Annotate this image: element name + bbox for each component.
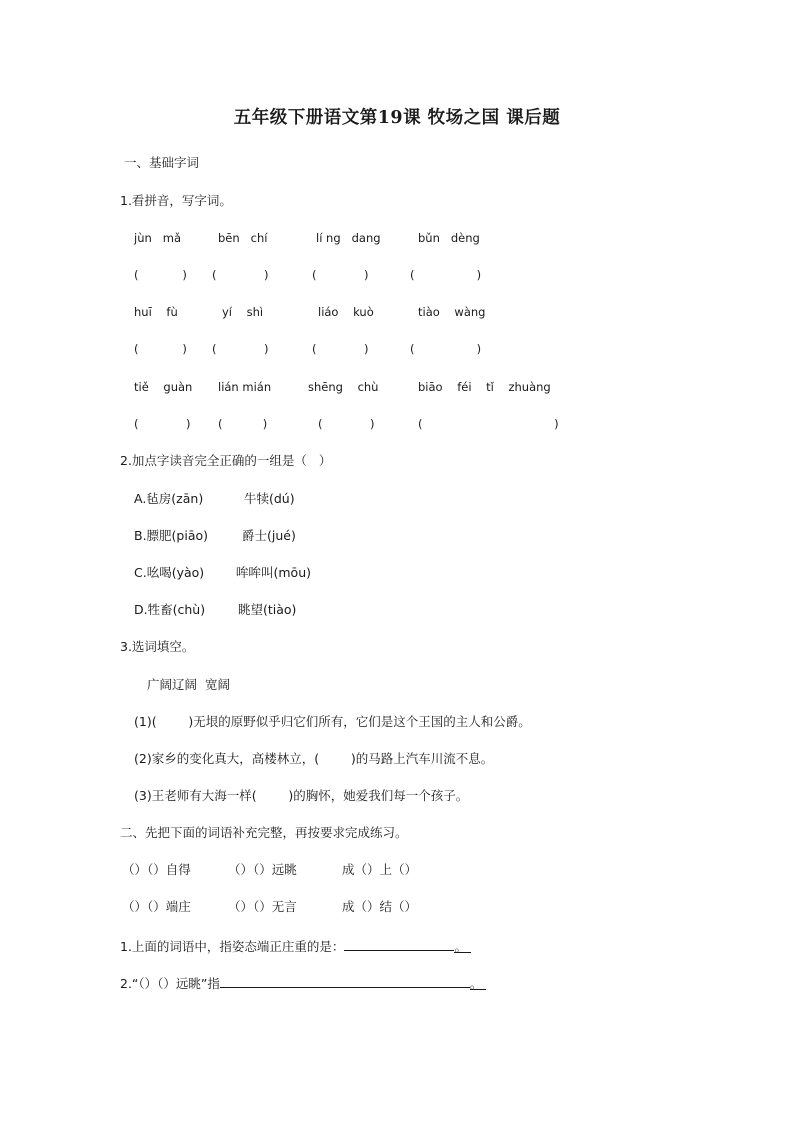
answer-blank[interactable]: ( ) (134, 417, 191, 431)
pinyin-cell: liáo kuò (318, 305, 374, 319)
pinyin-cell: bǔn dèng (418, 231, 480, 245)
fill-item-1[interactable]: (1)( )无垠的原野似乎归它们所有，它们是这个王国的主人和公爵。 (134, 714, 531, 729)
word-choices: 广阔辽阔 宽阔 (147, 677, 230, 692)
page-title: 五年级下册语文第19课 牧场之国 课后题 (233, 108, 561, 128)
pinyin-cell: lí ng dang (316, 231, 381, 245)
pinyin-cell: shēng chù (308, 380, 379, 394)
idiom-blank[interactable]: （）（）远眺 (228, 862, 297, 877)
section1-heading: 一、基础字词 (124, 155, 200, 170)
option-d-word2: 眺望(tiào) (238, 602, 297, 617)
section2-q1-prompt: 1.上面的词语中，指姿态端正庄重的是： (120, 939, 345, 954)
section2-q1-end: 。 (454, 938, 471, 953)
option-d-word1[interactable]: D.牲畜(chù) (134, 602, 206, 617)
pinyin-cell: biāo féi tǐ zhuàng (418, 380, 551, 394)
option-a-word2: 牛犊(dú) (244, 491, 295, 506)
answer-blank[interactable]: ( ) (318, 417, 375, 431)
idiom-blank[interactable]: 成（）结（） (342, 899, 418, 914)
option-b-word1[interactable]: B.膘肥(piāo) (134, 528, 209, 543)
q3-prompt: 3.选词填空。 (120, 639, 195, 654)
pinyin-cell: tiào wàng (418, 305, 486, 319)
pinyin-cell: tiě guàn (134, 380, 193, 394)
answer-blank[interactable]: ( ) (410, 268, 482, 282)
option-c-word1[interactable]: C.吆喝(yào) (134, 565, 205, 580)
idiom-blank[interactable]: 成（）上（） (342, 862, 418, 877)
section2-heading: 二、先把下面的词语补充完整，再按要求完成练习。 (120, 825, 408, 840)
answer-blank[interactable]: ( ) (212, 342, 269, 356)
answer-blank[interactable]: ( ) (418, 417, 559, 431)
section2-q1 (120, 936, 471, 956)
pinyin-cell: huī fù (134, 305, 178, 319)
answer-blank[interactable]: ( ) (312, 268, 369, 282)
answer-line[interactable] (220, 973, 470, 988)
q2-prompt: 2.加点字读音完全正确的一组是（ ） (120, 453, 332, 468)
pinyin-cell: jùn mǎ (134, 231, 181, 245)
answer-line[interactable] (344, 936, 454, 951)
pinyin-cell: yí shì (222, 305, 264, 319)
answer-blank[interactable]: ( ) (218, 417, 268, 431)
q1-prompt: 1.看拼音，写字词。 (120, 193, 232, 208)
answer-blank[interactable]: ( ) (312, 342, 369, 356)
option-b-word2: 爵士(jué) (242, 528, 296, 543)
pinyin-cell: bēn chí (218, 231, 268, 245)
option-c-word2: 哞哞叫(mōu) (236, 565, 312, 580)
section2-q2-end: 。 (470, 975, 487, 990)
option-a-word1[interactable]: A.毡房(zān) (134, 491, 204, 506)
section2-q2 (120, 973, 486, 993)
answer-blank[interactable]: ( ) (134, 342, 187, 356)
answer-blank[interactable]: ( ) (410, 342, 482, 356)
fill-item-3[interactable]: (3)王老师有大海一样( )的胸怀，她爱我们每一个孩子。 (134, 788, 469, 803)
answer-blank[interactable]: ( ) (212, 268, 269, 282)
section2-q2-prompt: 2.“（）（）远眺”指 (120, 976, 220, 991)
idiom-blank[interactable]: （）（）自得 (122, 862, 191, 877)
idiom-blank[interactable]: （）（）无言 (228, 899, 297, 914)
idiom-blank[interactable]: （）（）端庄 (122, 899, 191, 914)
pinyin-cell: lián mián (218, 380, 272, 394)
answer-blank[interactable]: ( ) (134, 268, 187, 282)
fill-item-2[interactable]: (2)家乡的变化真大，高楼林立，( )的马路上汽车川流不息。 (134, 751, 494, 766)
